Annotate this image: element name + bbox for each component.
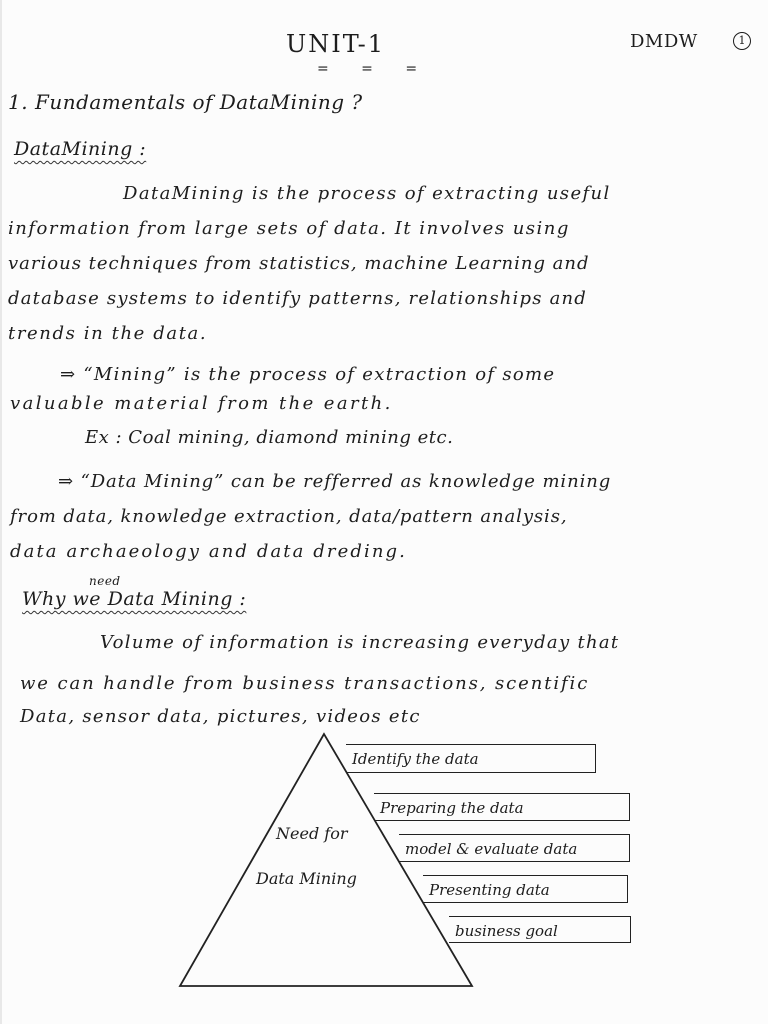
paragraph-line: ⇒ “Mining” is the process of extraction of some: [60, 364, 556, 385]
page-number: 1: [733, 32, 751, 50]
subheading-why: [22, 588, 246, 610]
paragraph-line: database systems to identify patterns, relationships and: [8, 288, 588, 309]
example-line: Ex : Coal mining, diamond mining etc.: [85, 427, 454, 448]
paragraph-line: we can handle from business transactions, scentific: [20, 673, 590, 694]
paragraph-line: information from large sets of data. It involves using: [8, 218, 570, 239]
knowledge-paragraph: [10, 464, 611, 569]
section-heading: 1. Fundamentals of DataMining ?: [8, 90, 363, 114]
paragraph-line: from data, knowledge extraction, data/pattern analysis,: [10, 506, 568, 527]
volume-paragraph: [20, 625, 619, 734]
paragraph-line: ⇒ “Data Mining” can be refferred as knowledge mining: [58, 471, 612, 492]
step-label: model & evaluate data: [405, 840, 578, 858]
pyramid-diagram: [0, 720, 768, 1010]
subheading-datamining: [14, 138, 146, 160]
step-box-identify: [346, 744, 596, 773]
step-box-business: [449, 916, 631, 943]
paragraph-line: various techniques from statistics, machine Learning and: [8, 253, 590, 274]
pyramid-label-bottom: Data Mining: [256, 869, 357, 888]
step-box-presenting: [423, 875, 628, 903]
step-box-preparing: [374, 793, 630, 821]
paragraph-line: data archaeology and data dreding.: [10, 541, 407, 562]
paragraph-line: valuable material from the earth.: [10, 393, 393, 414]
step-label: Preparing the data: [380, 799, 524, 817]
step-box-model: [399, 834, 630, 862]
paragraph-line: Data, sensor data, pictures, videos etc: [20, 706, 421, 727]
step-label: Presenting data: [429, 881, 550, 899]
step-label: business goal: [455, 922, 558, 940]
pyramid-label-top: Need for: [276, 824, 348, 843]
definition-paragraph: [8, 176, 611, 351]
paragraph-line: trends in the data.: [8, 323, 208, 344]
subject-code: DMDW: [630, 31, 698, 52]
mining-paragraph: [10, 357, 555, 421]
unit-title: UNIT-1: [286, 30, 385, 58]
step-label: Identify the data: [352, 750, 479, 768]
title-underline-marks: = = =: [317, 61, 432, 77]
subheading-text: Why we Data Mining :: [22, 588, 247, 610]
subheading-text: DataMining :: [14, 138, 147, 160]
inserted-word: need: [89, 574, 121, 588]
paragraph-line: DataMining is the process of extracting useful: [123, 183, 611, 204]
paragraph-line: Volume of information is increasing everyday that: [100, 632, 620, 653]
